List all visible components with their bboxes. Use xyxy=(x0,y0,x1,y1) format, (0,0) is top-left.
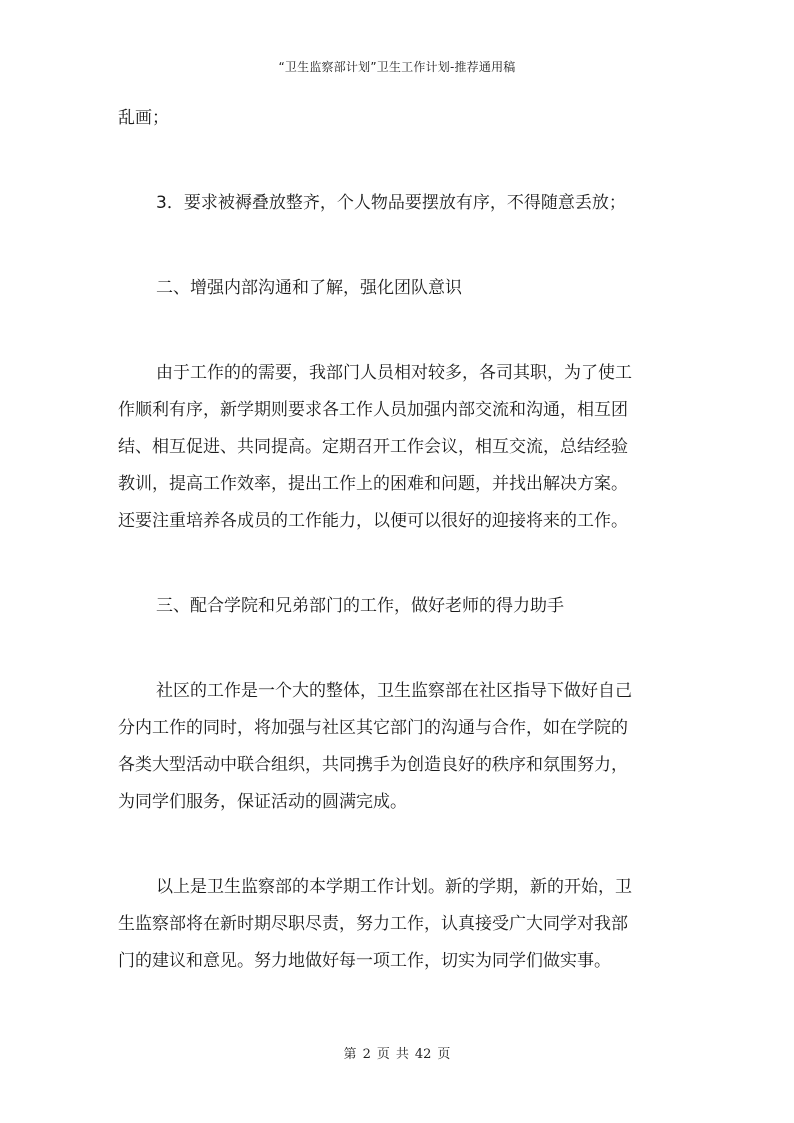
page-header: “卫生监察部计划”卫生工作计划-推荐通用稿 xyxy=(278,60,516,74)
paragraph-line: 由于工作的的需要，我部门人员相对较多，各司其职，为了使工 xyxy=(156,363,632,383)
page-label-suffix: 页 xyxy=(437,1047,451,1062)
page-label-mid: 页 xyxy=(376,1047,390,1062)
text-fragment: 乱画； xyxy=(118,108,169,128)
paragraph-line: 门的建议和意见。努力地做好每一项工作，切实为同学们做实事。 xyxy=(118,951,611,971)
paragraph-line: 结、相互促进、共同提高。定期召开工作会议，相互交流，总结经验 xyxy=(118,437,628,457)
paragraph-line: 还要注重培养各成员的工作能力，以便可以很好的迎接将来的工作。 xyxy=(118,511,628,531)
paragraph-line: 社区的工作是一个大的整体，卫生监察部在社区指导下做好自己 xyxy=(156,681,632,701)
list-item-3: 3．要求被褥叠放整齐，个人物品要摆放有序，不得随意丢放； xyxy=(156,193,626,213)
paragraph-line: 以上是卫生监察部的本学期工作计划。新的学期，新的开始，卫 xyxy=(156,877,632,897)
paragraph-2 xyxy=(118,355,688,540)
paragraph-line: 各类大型活动中联合组织，共同携手为创造良好的秩序和氛围努力， xyxy=(118,755,628,775)
paragraph-line: 生监察部将在新时期尽职尽责，努力工作，认真接受广大同学对我部 xyxy=(118,914,628,934)
paragraph-line: 为同学们服务，保证活动的圆满完成。 xyxy=(118,792,407,812)
paragraph-line: 教训，提高工作效率，提出工作上的困难和问题，并找出解决方案。 xyxy=(118,474,628,494)
page-label-prefix: 第 xyxy=(343,1047,357,1062)
section-heading-3: 三、配合学院和兄弟部门的工作，做好老师的得力助手 xyxy=(156,596,564,616)
document-body xyxy=(118,100,688,980)
paragraph-line: 分内工作的同时，将加强与社区其它部门的沟通与合作，如在学院的 xyxy=(118,718,628,738)
page-footer xyxy=(0,1043,794,1062)
total-label: 共 xyxy=(395,1047,409,1062)
page-number: 2 xyxy=(362,1047,371,1062)
section-heading-2: 二、增强内部沟通和了解，强化团队意识 xyxy=(156,278,462,298)
paragraph-line: 作顺利有序，新学期则要求各工作人员加强内部交流和沟通，相互团 xyxy=(118,400,628,420)
total-pages: 42 xyxy=(414,1047,432,1062)
paragraph-3 xyxy=(118,673,688,821)
paragraph-4 xyxy=(118,869,688,980)
